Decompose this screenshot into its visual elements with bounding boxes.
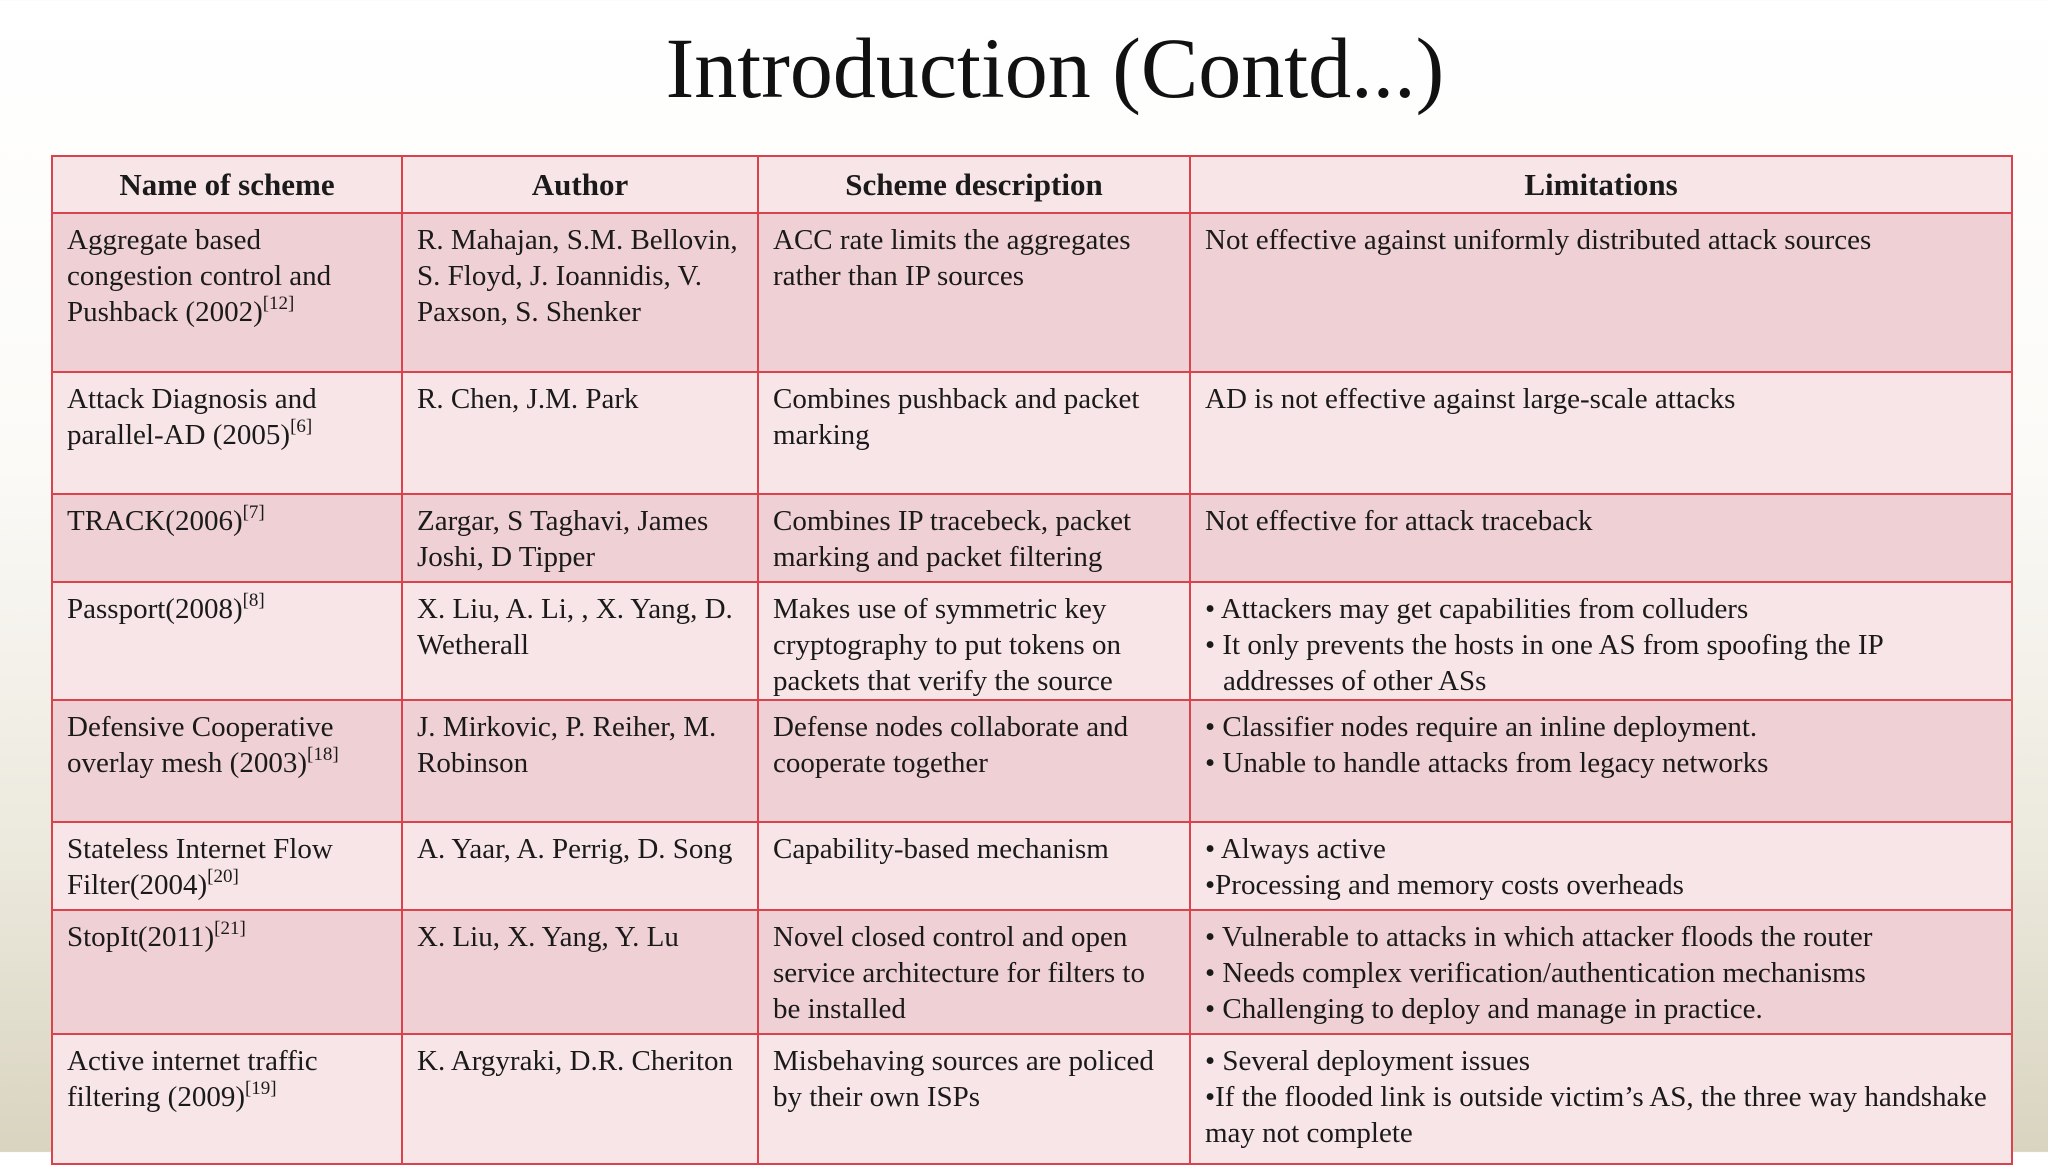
table-row [52,582,2012,700]
scheme-name-cell [52,822,402,910]
limitations-cell [1190,700,2012,822]
header-author: Author [402,156,758,213]
description-cell: Combines IP tracebeck, packet marking and packet filtering [758,494,1190,582]
table-row [52,1034,2012,1164]
scheme-name: Aggregate based congestion control and Pushback (2002) [67,224,332,328]
limitations-cell [1190,1034,2012,1164]
author-cell: R. Mahajan, S.M. Bellovin, S. Floyd, J. Ioannidis, V. Paxson, S. Shenker [402,213,758,372]
scheme-name-cell [52,494,402,582]
description-cell: Combines pushback and packet marking [758,372,1190,494]
limitation-item: Not effective for attack traceback [1205,505,1593,537]
description-cell: Novel closed control and open service architecture for filters to be installed [758,910,1190,1034]
citation-ref: [6] [290,416,313,437]
table-row [52,372,2012,494]
author-cell: Zargar, S Taghavi, James Joshi, D Tipper [402,494,758,582]
limitation-item: • Unable to handle attacks from legacy networks [1205,747,1769,779]
schemes-table [51,155,2013,1165]
limitation-item: • Classifier nodes require an inline deployment. [1205,711,1758,743]
description-cell: Misbehaving sources are policed by their own ISPs [758,1034,1190,1164]
limitations-cell [1190,822,2012,910]
scheme-name: Attack Diagnosis and parallel-AD (2005) [67,383,317,451]
scheme-name: Passport(2008) [67,593,243,625]
limitation-item: Not effective against uniformly distributed attack sources [1205,224,1872,256]
scheme-name: Active internet traffic filtering (2009) [67,1045,318,1113]
table-row [52,910,2012,1034]
citation-ref: [19] [244,1078,277,1099]
limitation-item: • It only prevents the hosts in one AS from spoofing the IP addresses of other ASs [1205,629,1883,697]
description-cell: Defense nodes collaborate and cooperate together [758,700,1190,822]
limitation-item: AD is not effective against large-scale attacks [1205,383,1736,415]
author-cell: X. Liu, A. Li, , X. Yang, D. Wetherall [402,582,758,700]
citation-ref: [18] [307,744,339,765]
scheme-name: TRACK(2006) [67,505,243,537]
limitations-cell [1190,213,2012,372]
header-limitations: Limitations [1190,156,2012,213]
author-cell: X. Liu, X. Yang, Y. Lu [402,910,758,1034]
limitation-item: • Attackers may get capabilities from colluders [1205,593,1749,625]
limitation-item: •Processing and memory costs overheads [1205,869,1684,901]
citation-ref: [7] [242,502,265,523]
author-cell: A. Yaar, A. Perrig, D. Song [402,822,758,910]
scheme-name-cell [52,582,402,700]
limitation-item: •If the flooded link is outside victim’s AS, the three way handshake may not complete [1205,1081,1987,1149]
citation-ref: [21] [214,918,246,939]
table-row [52,494,2012,582]
table-header-row [52,156,2012,213]
scheme-name-cell [52,213,402,372]
header-scheme-description: Scheme description [758,156,1190,213]
author-cell: K. Argyraki, D.R. Cheriton [402,1034,758,1164]
table-row [52,822,2012,910]
author-cell: R. Chen, J.M. Park [402,372,758,494]
scheme-name-cell [52,1034,402,1164]
description-cell: Capability-based mechanism [758,822,1190,910]
scheme-name: StopIt(2011) [67,921,215,953]
scheme-name-cell [52,910,402,1034]
description-cell: Makes use of symmetric key cryptography to put tokens on packets that verify the source [758,582,1190,700]
header-name-of-scheme: Name of scheme [52,156,402,213]
limitation-item: • Several deployment issues [1205,1045,1531,1077]
citation-ref: [20] [207,866,239,887]
citation-ref: [8] [242,590,265,611]
limitations-cell [1190,910,2012,1034]
slide-title: Introduction (Contd...) [665,20,1445,116]
limitations-cell [1190,372,2012,494]
scheme-name: Defensive Cooperative overlay mesh (2003) [67,711,334,779]
limitation-item: • Challenging to deploy and manage in practice. [1205,993,1763,1025]
scheme-name-cell [52,700,402,822]
description-cell: ACC rate limits the aggregates rather than IP sources [758,213,1190,372]
limitation-item: • Always active [1205,833,1386,865]
limitation-item: • Vulnerable to attacks in which attacker floods the router [1205,921,1873,953]
citation-ref: [12] [262,293,295,314]
table-row [52,700,2012,822]
scheme-name-cell [52,372,402,494]
limitation-item: • Needs complex verification/authentication mechanisms [1205,957,1866,989]
author-cell: J. Mirkovic, P. Reiher, M. Robinson [402,700,758,822]
limitations-cell [1190,494,2012,582]
scheme-name: Stateless Internet Flow Filter(2004) [67,833,333,901]
limitations-cell [1190,582,2012,700]
table-row [52,213,2012,372]
